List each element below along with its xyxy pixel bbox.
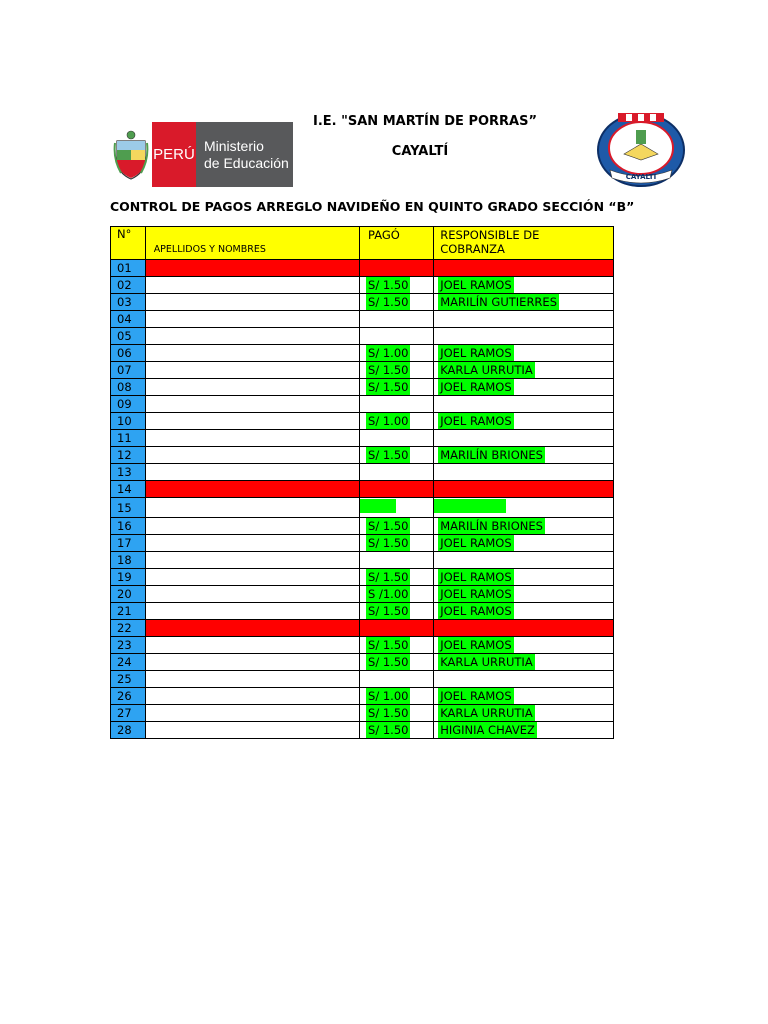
row-number: 15 xyxy=(111,498,146,518)
row-name xyxy=(145,654,359,671)
row-name xyxy=(145,481,359,498)
collector-name: JOEL RAMOS xyxy=(440,380,512,394)
row-number: 24 xyxy=(111,654,146,671)
collector-name: JOEL RAMOS xyxy=(440,414,512,428)
table-row xyxy=(111,603,614,620)
collector-highlight xyxy=(434,499,506,513)
row-responsible xyxy=(434,586,614,603)
row-responsible xyxy=(434,688,614,705)
row-paid xyxy=(360,535,434,552)
row-responsible xyxy=(434,671,614,688)
row-paid xyxy=(360,688,434,705)
table-row xyxy=(111,654,614,671)
paid-amount: S/ 1.50 xyxy=(368,706,409,720)
collector-name: JOEL RAMOS xyxy=(440,587,512,601)
table-row xyxy=(111,379,614,396)
row-number: 26 xyxy=(111,688,146,705)
row-responsible xyxy=(434,277,614,294)
row-name xyxy=(145,705,359,722)
table-row xyxy=(111,535,614,552)
row-responsible xyxy=(434,620,614,637)
row-responsible xyxy=(434,294,614,311)
paid-amount: S/ 1.00 xyxy=(368,414,409,428)
collector-name: MARILÍN BRIONES xyxy=(440,519,543,533)
ministry-logo xyxy=(110,122,293,187)
row-paid xyxy=(360,620,434,637)
row-paid xyxy=(360,464,434,481)
row-name xyxy=(145,671,359,688)
header-paid: PAGÓ xyxy=(360,227,434,260)
row-name xyxy=(145,535,359,552)
school-name: I.E. "SAN MARTÍN DE PORRAS” xyxy=(312,114,538,129)
table-row xyxy=(111,518,614,535)
row-name xyxy=(145,518,359,535)
row-paid xyxy=(360,569,434,586)
row-responsible xyxy=(434,379,614,396)
row-paid xyxy=(360,586,434,603)
row-paid xyxy=(360,552,434,569)
row-name xyxy=(145,464,359,481)
row-responsible xyxy=(434,311,614,328)
row-number: 06 xyxy=(111,345,146,362)
peru-label: PERÚ xyxy=(152,122,196,187)
row-number: 09 xyxy=(111,396,146,413)
row-number: 12 xyxy=(111,447,146,464)
table-row xyxy=(111,552,614,569)
row-responsible xyxy=(434,518,614,535)
row-name xyxy=(145,328,359,345)
crest-text: CAYALTI xyxy=(625,173,657,181)
collector-name: MARILÍN BRIONES xyxy=(440,448,543,462)
collector-name: KARLA URRUTIA xyxy=(440,655,533,669)
row-number: 25 xyxy=(111,671,146,688)
row-responsible xyxy=(434,413,614,430)
row-number: 04 xyxy=(111,311,146,328)
row-paid xyxy=(360,603,434,620)
paid-amount: S/ 1.50 xyxy=(368,363,409,377)
paid-amount: S/ 1.50 xyxy=(368,295,409,309)
row-responsible xyxy=(434,705,614,722)
collector-name: JOEL RAMOS xyxy=(440,638,512,652)
row-number: 21 xyxy=(111,603,146,620)
row-responsible xyxy=(434,260,614,277)
table-row xyxy=(111,396,614,413)
row-responsible xyxy=(434,569,614,586)
row-name xyxy=(145,396,359,413)
row-name xyxy=(145,498,359,518)
row-responsible xyxy=(434,447,614,464)
collector-name: JOEL RAMOS xyxy=(440,536,512,550)
paid-amount: S/ 1.50 xyxy=(368,723,409,737)
row-name xyxy=(145,277,359,294)
row-paid xyxy=(360,311,434,328)
paid-amount: S/ 1.50 xyxy=(368,655,409,669)
table-row xyxy=(111,311,614,328)
table-row xyxy=(111,328,614,345)
row-number: 11 xyxy=(111,430,146,447)
peru-shield-icon xyxy=(110,122,152,187)
paid-amount: S/ 1.50 xyxy=(368,519,409,533)
table-row xyxy=(111,260,614,277)
row-name xyxy=(145,362,359,379)
row-number: 14 xyxy=(111,481,146,498)
payments-table xyxy=(110,226,614,739)
row-name xyxy=(145,379,359,396)
table-row xyxy=(111,413,614,430)
row-responsible xyxy=(434,654,614,671)
table-row xyxy=(111,637,614,654)
table-row xyxy=(111,620,614,637)
row-name xyxy=(145,294,359,311)
row-name xyxy=(145,311,359,328)
row-number: 10 xyxy=(111,413,146,430)
paid-amount: S/ 1.50 xyxy=(368,278,409,292)
table-row xyxy=(111,481,614,498)
row-number: 18 xyxy=(111,552,146,569)
row-name xyxy=(145,688,359,705)
collector-name: JOEL RAMOS xyxy=(440,604,512,618)
row-number: 07 xyxy=(111,362,146,379)
row-number: 03 xyxy=(111,294,146,311)
document-title: CONTROL DE PAGOS ARREGLO NAVIDEÑO EN QUINTO GRADO SECCIÓN “B” xyxy=(110,199,635,214)
row-name xyxy=(145,413,359,430)
row-paid xyxy=(360,518,434,535)
ministry-line1: Ministerio xyxy=(204,137,264,154)
school-city: CAYALTÍ xyxy=(391,144,449,159)
row-paid xyxy=(360,498,434,518)
row-number: 17 xyxy=(111,535,146,552)
row-number: 05 xyxy=(111,328,146,345)
paid-amount: S/ 1.50 xyxy=(368,448,409,462)
paid-highlight xyxy=(360,499,396,513)
collector-name: HIGINIA CHAVEZ xyxy=(440,723,535,737)
row-paid xyxy=(360,705,434,722)
row-name xyxy=(145,586,359,603)
table-row xyxy=(111,277,614,294)
paid-amount: S/ 1.50 xyxy=(368,570,409,584)
row-number: 08 xyxy=(111,379,146,396)
header-responsible: RESPONSIBLE DE COBRANZA xyxy=(434,227,614,260)
table-row xyxy=(111,447,614,464)
row-name xyxy=(145,569,359,586)
header-number: N° xyxy=(111,227,146,260)
row-number: 01 xyxy=(111,260,146,277)
collector-name: MARILÍN GUTIERRES xyxy=(440,295,557,309)
table-row xyxy=(111,722,614,739)
row-responsible xyxy=(434,396,614,413)
row-name xyxy=(145,447,359,464)
paid-amount: S/ 1.50 xyxy=(368,638,409,652)
ministry-line2: de Educación xyxy=(204,154,289,171)
row-paid xyxy=(360,277,434,294)
row-responsible xyxy=(434,481,614,498)
row-paid xyxy=(360,447,434,464)
row-responsible xyxy=(434,603,614,620)
row-name xyxy=(145,620,359,637)
row-responsible xyxy=(434,328,614,345)
row-paid xyxy=(360,379,434,396)
row-name xyxy=(145,260,359,277)
row-responsible xyxy=(434,498,614,518)
table-row xyxy=(111,294,614,311)
table-row xyxy=(111,498,614,518)
row-responsible xyxy=(434,535,614,552)
row-number: 27 xyxy=(111,705,146,722)
row-paid xyxy=(360,722,434,739)
paid-amount: S/ 1.50 xyxy=(368,536,409,550)
row-number: 20 xyxy=(111,586,146,603)
row-paid xyxy=(360,294,434,311)
row-number: 13 xyxy=(111,464,146,481)
row-paid xyxy=(360,328,434,345)
table-row xyxy=(111,671,614,688)
table-row xyxy=(111,705,614,722)
row-paid xyxy=(360,260,434,277)
ministry-label xyxy=(196,122,293,187)
table-row xyxy=(111,586,614,603)
school-crest-icon xyxy=(596,110,686,188)
collector-name: KARLA URRUTIA xyxy=(440,706,533,720)
row-responsible xyxy=(434,552,614,569)
row-name xyxy=(145,552,359,569)
row-responsible xyxy=(434,345,614,362)
row-number: 16 xyxy=(111,518,146,535)
row-responsible xyxy=(434,637,614,654)
row-paid xyxy=(360,654,434,671)
table-header-row xyxy=(111,227,614,260)
table-row xyxy=(111,345,614,362)
row-number: 19 xyxy=(111,569,146,586)
row-responsible xyxy=(434,464,614,481)
row-name xyxy=(145,722,359,739)
row-paid xyxy=(360,396,434,413)
paid-amount: S/ 1.50 xyxy=(368,380,409,394)
collector-name: JOEL RAMOS xyxy=(440,689,512,703)
row-paid xyxy=(360,637,434,654)
row-paid xyxy=(360,345,434,362)
row-name xyxy=(145,637,359,654)
table-row xyxy=(111,688,614,705)
row-responsible xyxy=(434,430,614,447)
row-name xyxy=(145,603,359,620)
table-row xyxy=(111,569,614,586)
row-responsible xyxy=(434,362,614,379)
row-paid xyxy=(360,481,434,498)
row-number: 02 xyxy=(111,277,146,294)
row-responsible xyxy=(434,722,614,739)
table-row xyxy=(111,430,614,447)
header-name: APELLIDOS Y NOMBRES xyxy=(145,227,359,260)
paid-amount: S/ 1.50 xyxy=(368,604,409,618)
paid-amount: S/ 1.00 xyxy=(368,346,409,360)
collector-name: JOEL RAMOS xyxy=(440,346,512,360)
table-row xyxy=(111,362,614,379)
row-number: 28 xyxy=(111,722,146,739)
row-paid xyxy=(360,430,434,447)
paid-amount: S/ 1.00 xyxy=(368,689,409,703)
row-number: 22 xyxy=(111,620,146,637)
row-paid xyxy=(360,362,434,379)
row-name xyxy=(145,345,359,362)
collector-name: JOEL RAMOS xyxy=(440,570,512,584)
row-number: 23 xyxy=(111,637,146,654)
collector-name: KARLA URRUTIA xyxy=(440,363,533,377)
collector-name: JOEL RAMOS xyxy=(440,278,512,292)
row-name xyxy=(145,430,359,447)
paid-amount: S /1.00 xyxy=(368,587,409,601)
row-paid xyxy=(360,413,434,430)
table-row xyxy=(111,464,614,481)
row-paid xyxy=(360,671,434,688)
